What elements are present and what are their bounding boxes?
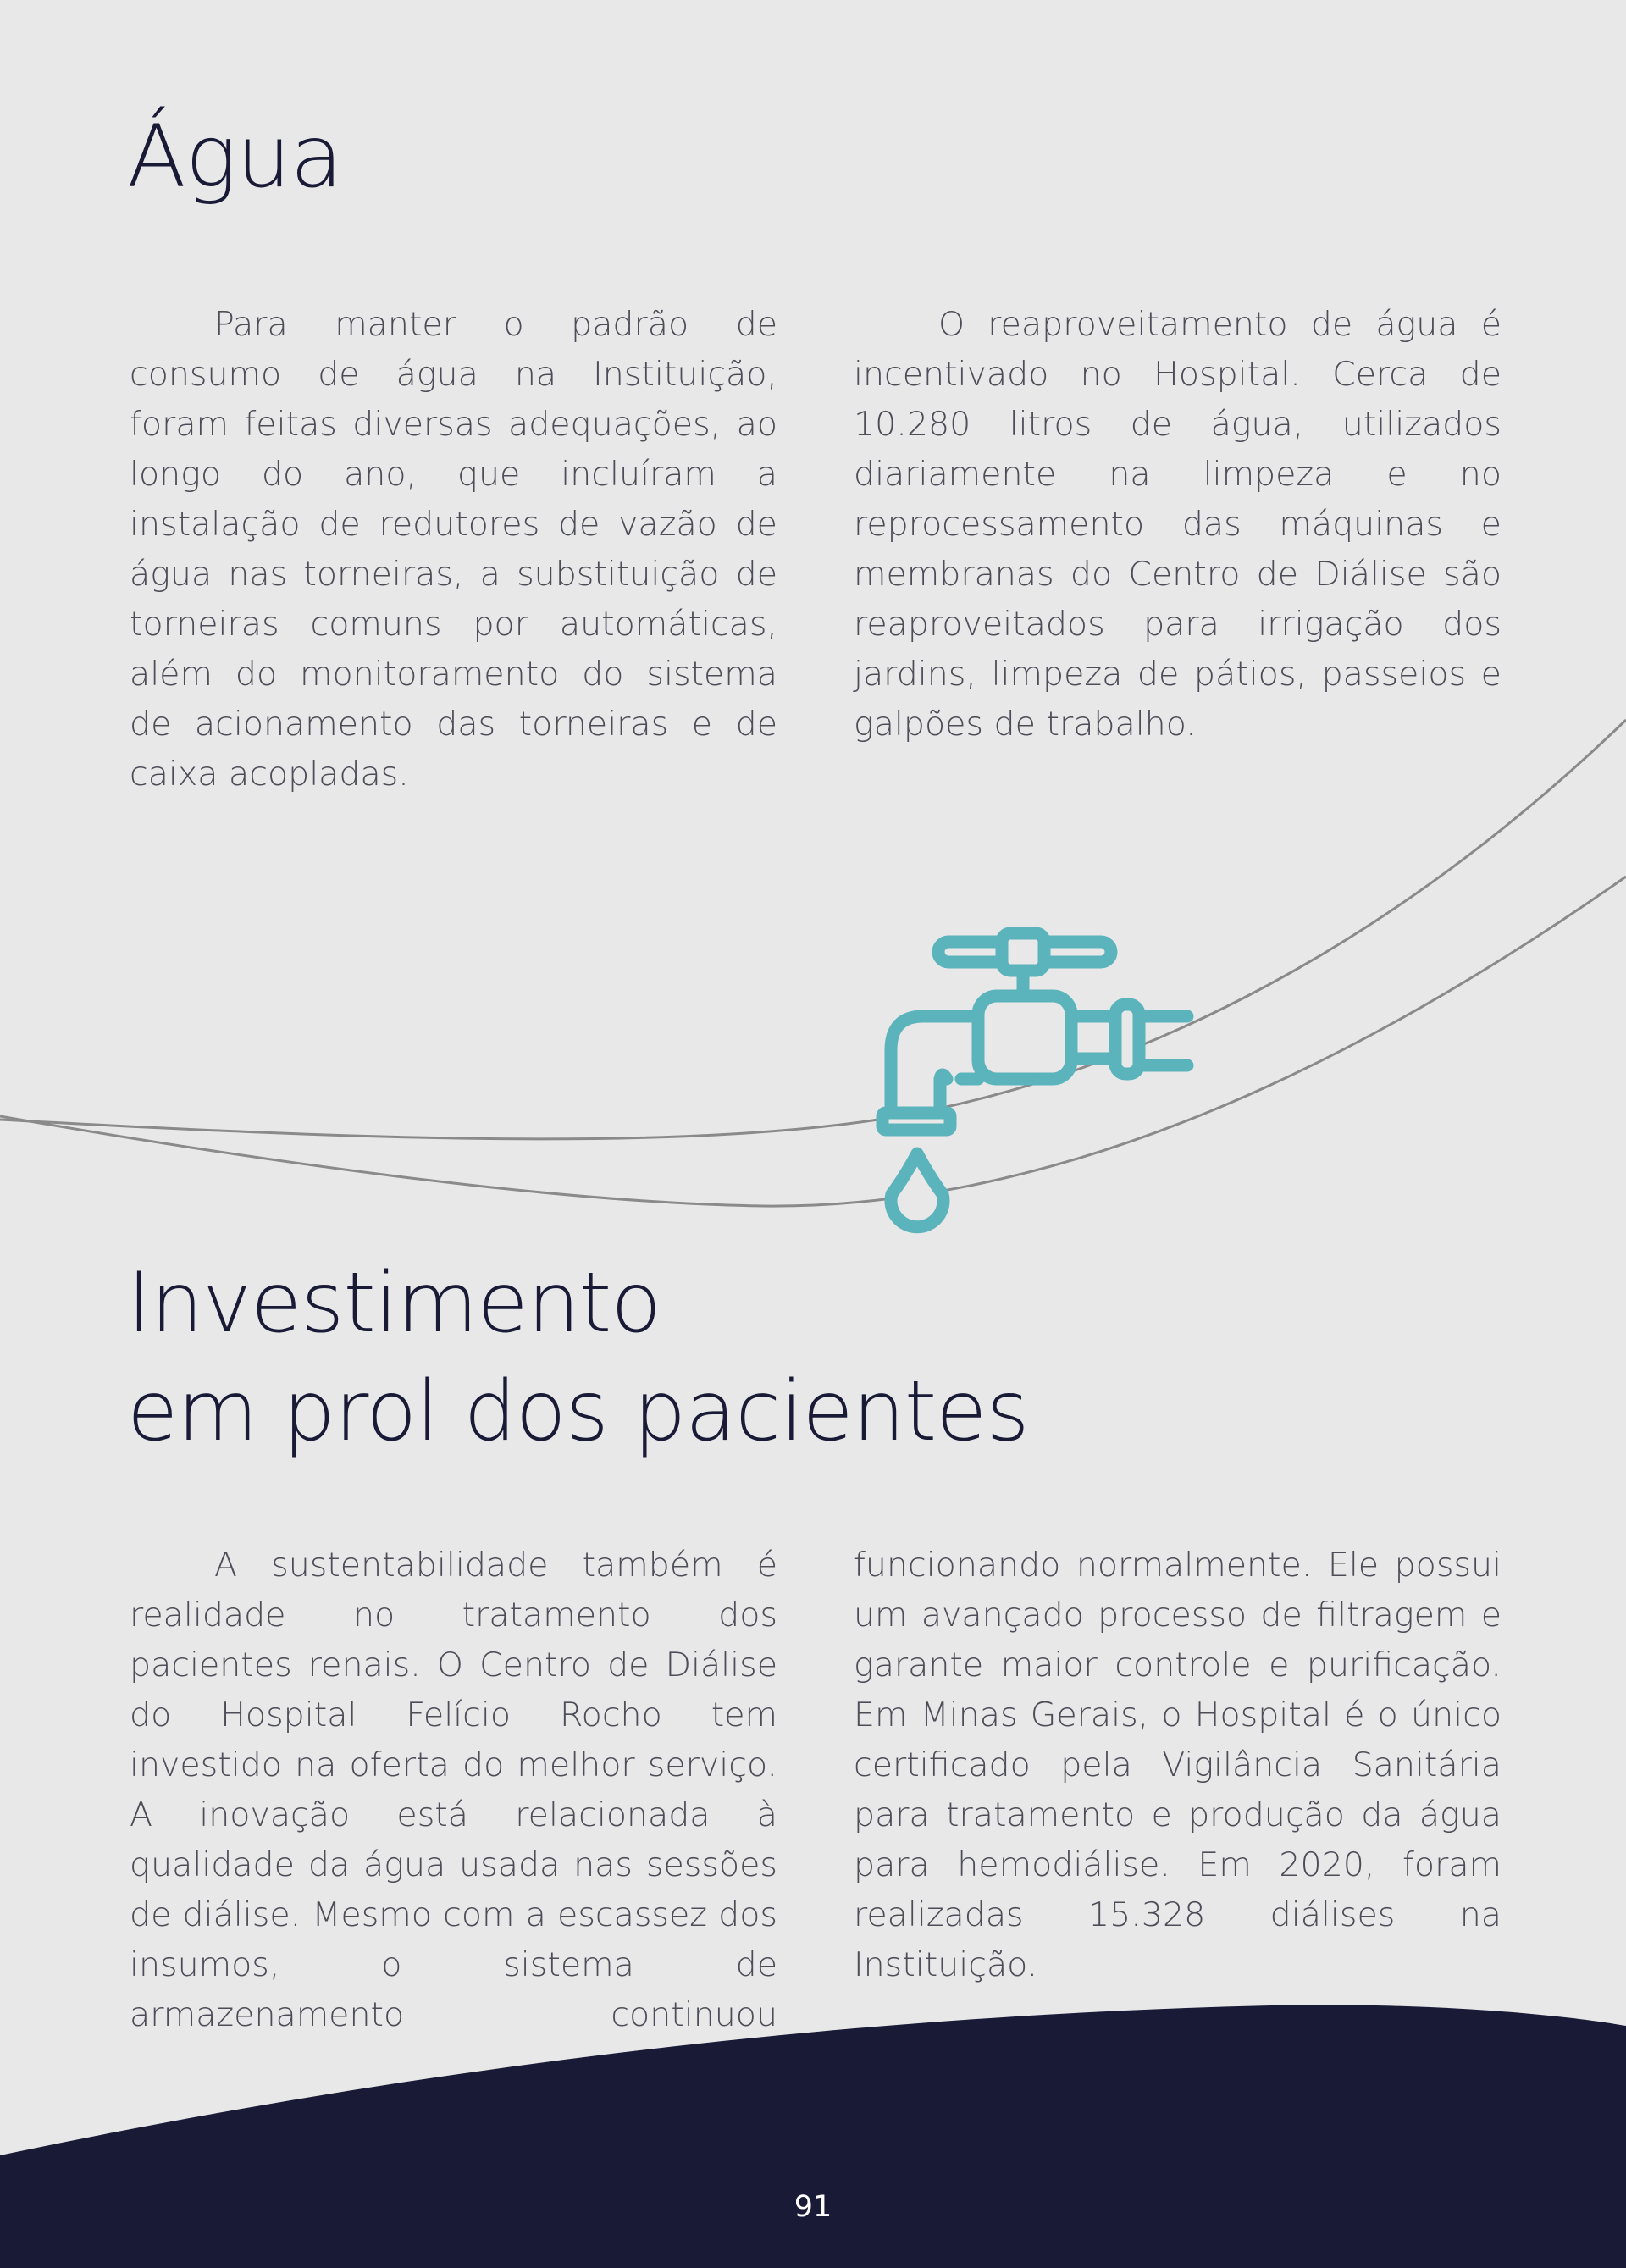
section-title-agua: Água [127, 107, 343, 207]
footer-band [0, 2005, 1626, 2268]
section-title-line-2: em prol dos pacientes [127, 1364, 1029, 1460]
agua-paragraph-right: O reaproveitamento de água é incentivado no Hospital. Cerca de 10.280 litros de água, utilizados diariamente na limpeza e no reprocessamento das máquinas e membranas do Centro de Diálise são reaproveitados para irrigação dos jardins, limpeza de pátios, passeios e galpões de trabalho. [854, 305, 1502, 744]
investimento-paragraph-left: A sustentabilidade também é realidade no tratamento dos pacientes renais. O Centro de Diálise do Hospital Felício Rocho tem investido na oferta do melhor serviço. A inovação está relacionada à qualidade da água usada nas sessões de diálise. Mesmo com a escassez dos insumos, o sistema de armazenamento continuou [130, 1546, 777, 2034]
page-number: 91 [794, 2190, 832, 2224]
section-title-investimento [127, 1249, 1029, 1466]
section-title-line-1: Investimento [127, 1255, 661, 1352]
investimento-paragraph-right: funcionando normalmente. Ele possui um avançado processo de filtragem e garante maior controle e purificação. Em Minas Gerais, o Hospital é o único certificado pela Vigilância Sanitária para tratamento e produção da água para hemodiálise. Em 2020, foram realizadas 15.328 diálises na Instituição. [854, 1546, 1502, 1984]
faucet-icon [882, 933, 1187, 1227]
curve-line-lower [0, 877, 1626, 1206]
agua-paragraph-left: Para manter o padrão de consumo de água na Instituição, foram feitas diversas adequações, ao longo do ano, que incluíram a instalação de redutores de vazão de água nas torneiras, a substituição de torneiras comuns por automáticas, além do monitoramento do sistema de acionamento das torneiras e de caixa acopladas. [130, 305, 777, 794]
